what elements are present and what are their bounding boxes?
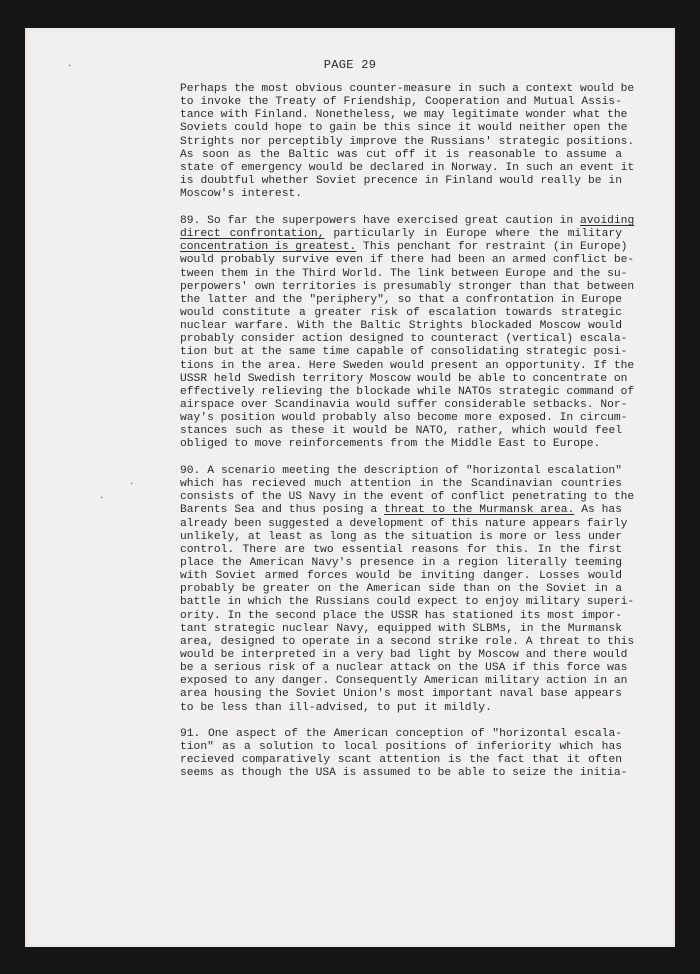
text-line: obliged to move reinforcements from the Middle East to Europe. — [180, 438, 601, 451]
text-line: place the American Navy's presence in a region literally teeming — [180, 556, 622, 569]
text-line: Soviets could hope to gain be this since it would neither open the — [180, 122, 628, 135]
text-line: unlikely, at least as long as the situation is more or less under — [180, 530, 622, 543]
text-line: consists of the US Navy in the event of conflict penetrating to the — [180, 491, 635, 504]
text-line: battle in which the Russians could expect to enjoy military superi- — [180, 596, 635, 609]
text-line: Moscow's interest. — [180, 188, 303, 201]
text-line: would probably survive even if there had been an armed conflict be- — [180, 254, 635, 267]
text-line: direct confrontation, particularly in Europe where the military — [180, 228, 622, 241]
text-line: tions in the area. Here Sweden would present an opportunity. If the — [180, 359, 635, 372]
text-line: which has recieved much attention in the Scandinavian countries — [180, 478, 622, 491]
text-line: Strights nor perceptibly improve the Russians' strategic positions. — [180, 135, 635, 148]
text-line: to be less than ill-advised, to put it mildly. — [180, 701, 492, 714]
text-line: area, designed to operate in a second strike role. A threat to this — [180, 635, 635, 648]
text-line: airspace over Scandinavia would suffer considerable setbacks. Nor- — [180, 398, 628, 411]
text-line: exposed to any danger. Consequently American military action in an — [180, 675, 628, 688]
text-line: concentration is greatest. This penchant for restraint (in Europe) — [180, 241, 628, 254]
margin-mark: · — [130, 479, 134, 490]
text-line: ority. In the second place the USSR has stationed its most impor- — [180, 609, 622, 622]
text-line: tant strategic nuclear Navy, equipped with SLBMs, in the Murmansk — [180, 622, 622, 635]
document-page — [25, 28, 675, 947]
text-line: to invoke the Treaty of Friendship, Cooperation and Mutual Assis- — [180, 96, 622, 109]
text-line: Perhaps the most obvious counter-measure in such a context would be — [180, 83, 635, 95]
margin-mark: · — [68, 61, 72, 72]
text-line: with Soviet armed forces would be inviting danger. Losses would — [180, 570, 622, 583]
paragraph-intro — [180, 83, 635, 201]
text-line: recieved comparatively scant attention is the fact that it often — [180, 754, 622, 767]
text-line: control. There are two essential reasons for this. In the first — [180, 543, 622, 556]
text-line: 91. One aspect of the American conception of "horizontal escala- — [180, 728, 622, 740]
text-line: way's position would probably also become more exposed. In circum- — [180, 412, 628, 425]
underlined-phrase: avoiding — [579, 215, 635, 227]
text-line: probably consider action designed to counteract (vertical) escala- — [180, 333, 628, 346]
text-line: USSR held Swedish territory Moscow would be able to concentrate on — [180, 372, 628, 385]
text-line: area housing the Soviet Union's most important naval base appears — [180, 688, 622, 701]
paragraph-91 — [180, 728, 628, 781]
text-line: 90. A scenario meeting the description of "horizontal escalation" — [180, 465, 622, 477]
margin-mark: · — [100, 493, 104, 504]
text-line: be a serious risk of a nuclear attack on the USA if this force was — [180, 662, 628, 675]
text-line: already been suggested a development of this nature appears fairly — [180, 517, 628, 530]
text-line: 89. So far the superpowers have exercised great caution in avoiding — [180, 215, 635, 227]
text-line: effectively relieving the blockade while NATOs strategic command of — [180, 385, 635, 398]
text-line: tween them in the Third World. The link between Europe and the su- — [180, 267, 628, 280]
text-line: the latter and the "periphery", so that a confrontation in Europe — [180, 293, 622, 306]
underlined-phrase: direct confrontation, — [180, 228, 325, 241]
text-line: tance with Finland. Nonetheless, we may legitimate wonder what the — [180, 109, 628, 122]
text-line: tion" as a solution to local positions of inferiority which has — [180, 741, 622, 754]
paragraph-89 — [180, 215, 635, 452]
text-line: Barents Sea and thus posing a threat to the Murmansk area. As has — [180, 504, 622, 517]
text-line: tion but at the same time capable of consolidating strategic posi- — [180, 346, 628, 359]
text-line: perpowers' own territories is presumably stronger than that between — [180, 280, 635, 293]
page-number: PAGE 29 — [323, 58, 377, 72]
text-line: would constitute a greater risk of escalation towards strategic — [180, 306, 622, 319]
text-line: probably be greater on the American side than on the Soviet in a — [180, 583, 622, 596]
paragraph-90 — [180, 465, 635, 715]
text-line: state of emergency would be declared in Norway. In such an event it — [180, 161, 635, 174]
text-line: is doubtful whether Soviet precence in Finland would really be in — [180, 174, 622, 187]
text-line: stances such as these it would be NATO, rather, which would feel — [180, 425, 622, 438]
text-line: seems as though the USA is assumed to be able to seize the initia- — [180, 767, 628, 780]
underlined-phrase: concentration is greatest. — [180, 241, 357, 254]
text-line: nuclear warfare. With the Baltic Strights blockaded Moscow would — [180, 320, 622, 333]
underlined-phrase: threat to the Murmansk area. — [384, 504, 575, 517]
text-line: As soon as the Baltic was cut off it is reasonable to assume a — [180, 148, 622, 161]
text-line: would be interpreted in a very bad light by Moscow and there would — [180, 648, 628, 661]
